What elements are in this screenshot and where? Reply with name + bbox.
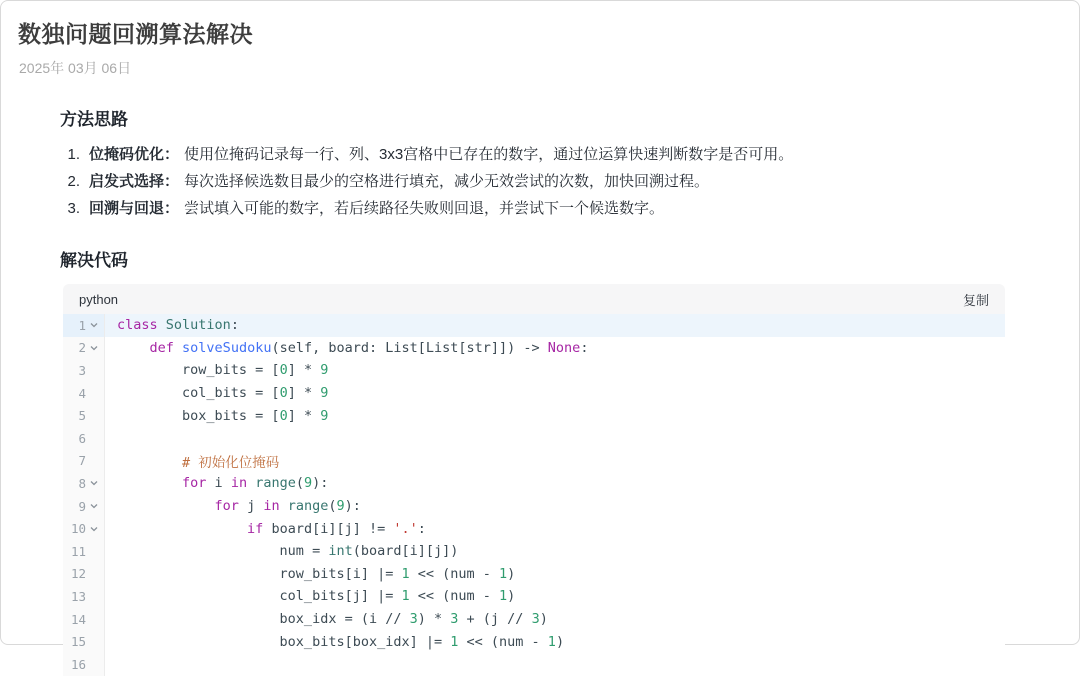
code-text: row_bits[i] |= 1 << (num - 1): [117, 565, 516, 582]
code-heading: 解决代码: [60, 251, 128, 270]
code-text: def solveSudoku(self, board: List[List[str]]) -> None:: [149, 339, 589, 356]
code-line: [63, 585, 1005, 608]
code-line: [63, 472, 1005, 495]
gutter: [63, 337, 105, 360]
list-item-number: 1.: [67, 146, 80, 163]
fold-chevron-icon[interactable]: [88, 342, 100, 354]
list-item-term: 启发式选择：: [89, 173, 180, 190]
method-heading: 方法思路: [60, 110, 128, 129]
fold-slot-empty: [88, 636, 100, 648]
page-date: 2025年 03月 06日: [19, 60, 132, 76]
code-text: class Solution:: [117, 317, 239, 334]
copy-button[interactable]: 复制: [963, 290, 989, 309]
gutter: [63, 450, 105, 473]
fold-chevron-icon[interactable]: [88, 500, 100, 512]
line-number: 3: [78, 362, 86, 378]
code-text: if board[i][j] != '.':: [247, 520, 426, 537]
line-number: 1: [78, 317, 86, 333]
language-label: python: [79, 291, 119, 307]
fold-chevron-icon[interactable]: [88, 319, 100, 331]
gutter: [63, 517, 105, 540]
gutter: [63, 540, 105, 563]
method-list: [60, 141, 1059, 222]
code-text: row_bits = [0] * 9: [117, 362, 329, 379]
code-lines: [63, 314, 1005, 676]
line-number: 7: [78, 453, 86, 469]
gutter: [63, 382, 105, 405]
line-number: 11: [70, 543, 86, 559]
fold-slot-empty: [88, 432, 100, 444]
list-item: [60, 168, 1059, 195]
line-number: 14: [70, 611, 86, 627]
line-number: 5: [78, 408, 86, 424]
line-number: 16: [70, 656, 86, 672]
gutter: [63, 404, 105, 427]
fold-slot-empty: [88, 364, 100, 376]
fold-slot-empty: [88, 658, 100, 670]
code-text: for i in range(9):: [182, 475, 329, 492]
code-line: [63, 563, 1005, 586]
fold-slot-empty: [88, 568, 100, 580]
code-line: [63, 630, 1005, 653]
code-line: [63, 540, 1005, 563]
page-title: 数独问题回溯算法解决: [18, 21, 253, 47]
code-text: box_bits[box_idx] |= 1 << (num - 1): [117, 633, 565, 650]
gutter: [63, 585, 105, 608]
code-line: [63, 653, 1005, 676]
code-header: [63, 284, 1005, 314]
code-line: [63, 427, 1005, 450]
line-number: 15: [70, 634, 86, 650]
code-text: # 初始化位掩码: [182, 454, 280, 471]
line-number: 4: [78, 385, 86, 401]
article-content: [1, 105, 1079, 676]
line-number: 8: [78, 475, 86, 491]
gutter: [63, 630, 105, 653]
list-item-desc: 使用位掩码记录每一行、列、3x3宫格中已存在的数字，通过位运算快速判断数字是否可用。: [184, 146, 794, 163]
list-item-desc: 每次选择候选数目最少的空格进行填充，减少无效尝试的次数，加快回溯过程。: [184, 173, 710, 190]
fold-slot-empty: [88, 613, 100, 625]
gutter: [63, 359, 105, 382]
fold-chevron-icon[interactable]: [88, 477, 100, 489]
code-line: [63, 517, 1005, 540]
code-text: col_bits = [0] * 9: [117, 385, 329, 402]
code-text: box_bits = [0] * 9: [117, 407, 329, 424]
gutter: [63, 653, 105, 676]
code-text: box_idx = (i // 3) * 3 + (j // 3): [117, 611, 548, 628]
code-line: [63, 495, 1005, 518]
list-item-number: 2.: [67, 173, 80, 190]
gutter: [63, 563, 105, 586]
fold-slot-empty: [88, 455, 100, 467]
code-line: [63, 404, 1005, 427]
list-item-term: 回溯与回退：: [89, 200, 180, 217]
line-number: 2: [78, 340, 86, 356]
line-number: 6: [78, 430, 86, 446]
code-line: [63, 337, 1005, 360]
code-block: [63, 284, 1005, 676]
code-text: col_bits[j] |= 1 << (num - 1): [117, 588, 516, 605]
section-code: [60, 246, 1059, 676]
fold-slot-empty: [88, 590, 100, 602]
code-text: num = int(board[i][j]): [117, 543, 459, 560]
code-line: [63, 450, 1005, 473]
fold-slot-empty: [88, 545, 100, 557]
fold-chevron-icon[interactable]: [88, 523, 100, 535]
code-line: [63, 382, 1005, 405]
list-item-desc: 尝试填入可能的数字，若后续路径失败则回退，并尝试下一个候选数字。: [184, 200, 665, 217]
line-number: 10: [70, 521, 86, 537]
code-line: [63, 314, 1005, 337]
fold-slot-empty: [88, 387, 100, 399]
code-text: for j in range(9):: [214, 498, 361, 515]
list-item-term: 位掩码优化：: [89, 146, 180, 163]
gutter: [63, 495, 105, 518]
code-line: [63, 359, 1005, 382]
list-item: [60, 141, 1059, 168]
gutter: [63, 314, 105, 337]
section-method: [60, 105, 1059, 222]
gutter: [63, 427, 105, 450]
gutter: [63, 608, 105, 631]
line-number: 13: [70, 588, 86, 604]
line-number: 9: [78, 498, 86, 514]
gutter: [63, 472, 105, 495]
line-number: 12: [70, 566, 86, 582]
code-line: [63, 608, 1005, 631]
list-item: [60, 195, 1059, 222]
fold-slot-empty: [88, 410, 100, 422]
list-item-number: 3.: [67, 200, 80, 217]
